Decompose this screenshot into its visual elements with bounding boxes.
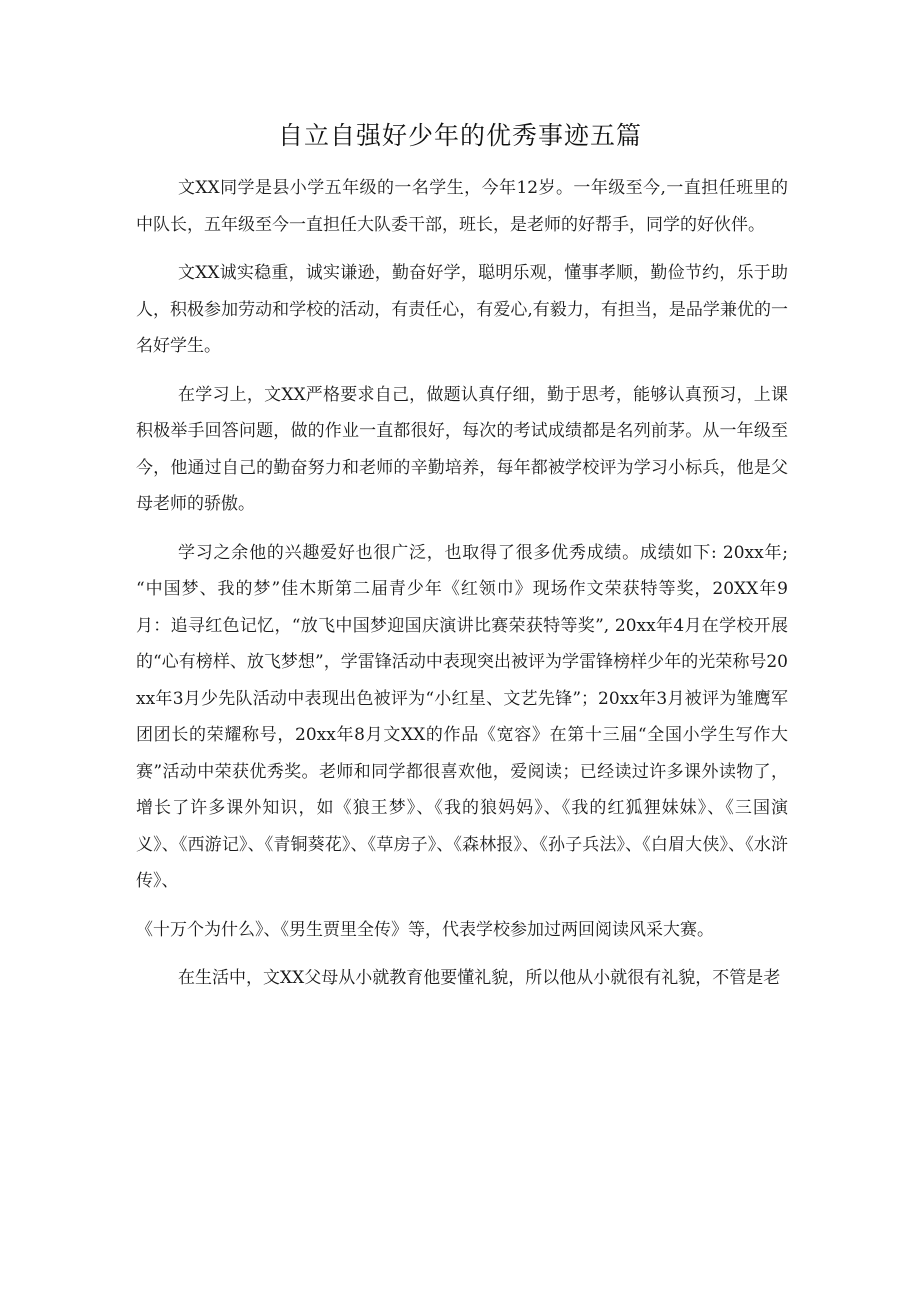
document-body — [136, 170, 788, 997]
paragraph-5: 《十万个为什么》、《男生贾里全传》等，代表学校参加过两回阅读风采大赛。 — [136, 919, 714, 940]
paragraph-3: 在学习上，文XX严格要求自己，做题认真仔细，勤于思考，能够认真预习，上课积极举手回答问题，做的作业一直都很好，每次的考试成绩都是名列前茅。从一年级至今，他通过自己的勤奋努力和老师的辛勤培养，每年都被学校评为学习小标兵，他是父母老师的骄傲。 — [136, 384, 788, 514]
paragraph-2: 文XX诚实稳重，诚实谦逊，勤奋好学，聪明乐观，懂事孝顺，勤俭节约，乐于助人，积极参加劳动和学校的活动，有责任心，有爱心,有毅力，有担当，是品学兼优的一名好学生。 — [136, 263, 788, 356]
document-title: 自立自强好少年的优秀事迹五篇 — [277, 121, 642, 150]
paragraph-4: 学习之余他的兴趣爱好也很广泛，也取得了很多优秀成绩。成绩如下: 20xx年; “中国梦、我的梦”佳木斯第二届青少年《红领巾》现场作文荣获特等奖，20XX年9月：追寻红色记忆，“放飞中国梦迎国庆演讲比赛荣获特等奖”, 20xx年4月在学校开展的“心有榜样、放飞梦想”，学雷锋活动中表现突出被评为学雷锋榜样少年的光荣称号20xx年3月少先队活动中表现出色被评为“小红星、文艺先锋”；20xx年3月被评为雏鹰军团团长的荣耀称号，20xx年8月文XX的作品《宽容》在第十三届“全国小学生写作大赛”活动中荣获优秀奖。老师和同学都很喜欢他，爱阅读；已经读过许多课外读物了，增长了许多课外知识，如《狼王梦》、《我的狼妈妈》、《我的红狐狸妹妹》、《三国演义》、《西游记》、《青铜葵花》、《草房子》、《森林报》、《孙子兵法》、《白眉大侠》、《水浒传》、 — [136, 542, 788, 891]
paragraph-1: 文XX同学是县小学五年级的一名学生，今年12岁。一年级至今,一直担任班里的中队长，五年级至今一直担任大队委干部，班长，是老师的好帮手，同学的好伙伴。 — [136, 178, 788, 235]
paragraph-6: 在生活中，文XX父母从小就教育他要懂礼貌，所以他从小就很有礼貌，不管是老 — [178, 968, 781, 988]
